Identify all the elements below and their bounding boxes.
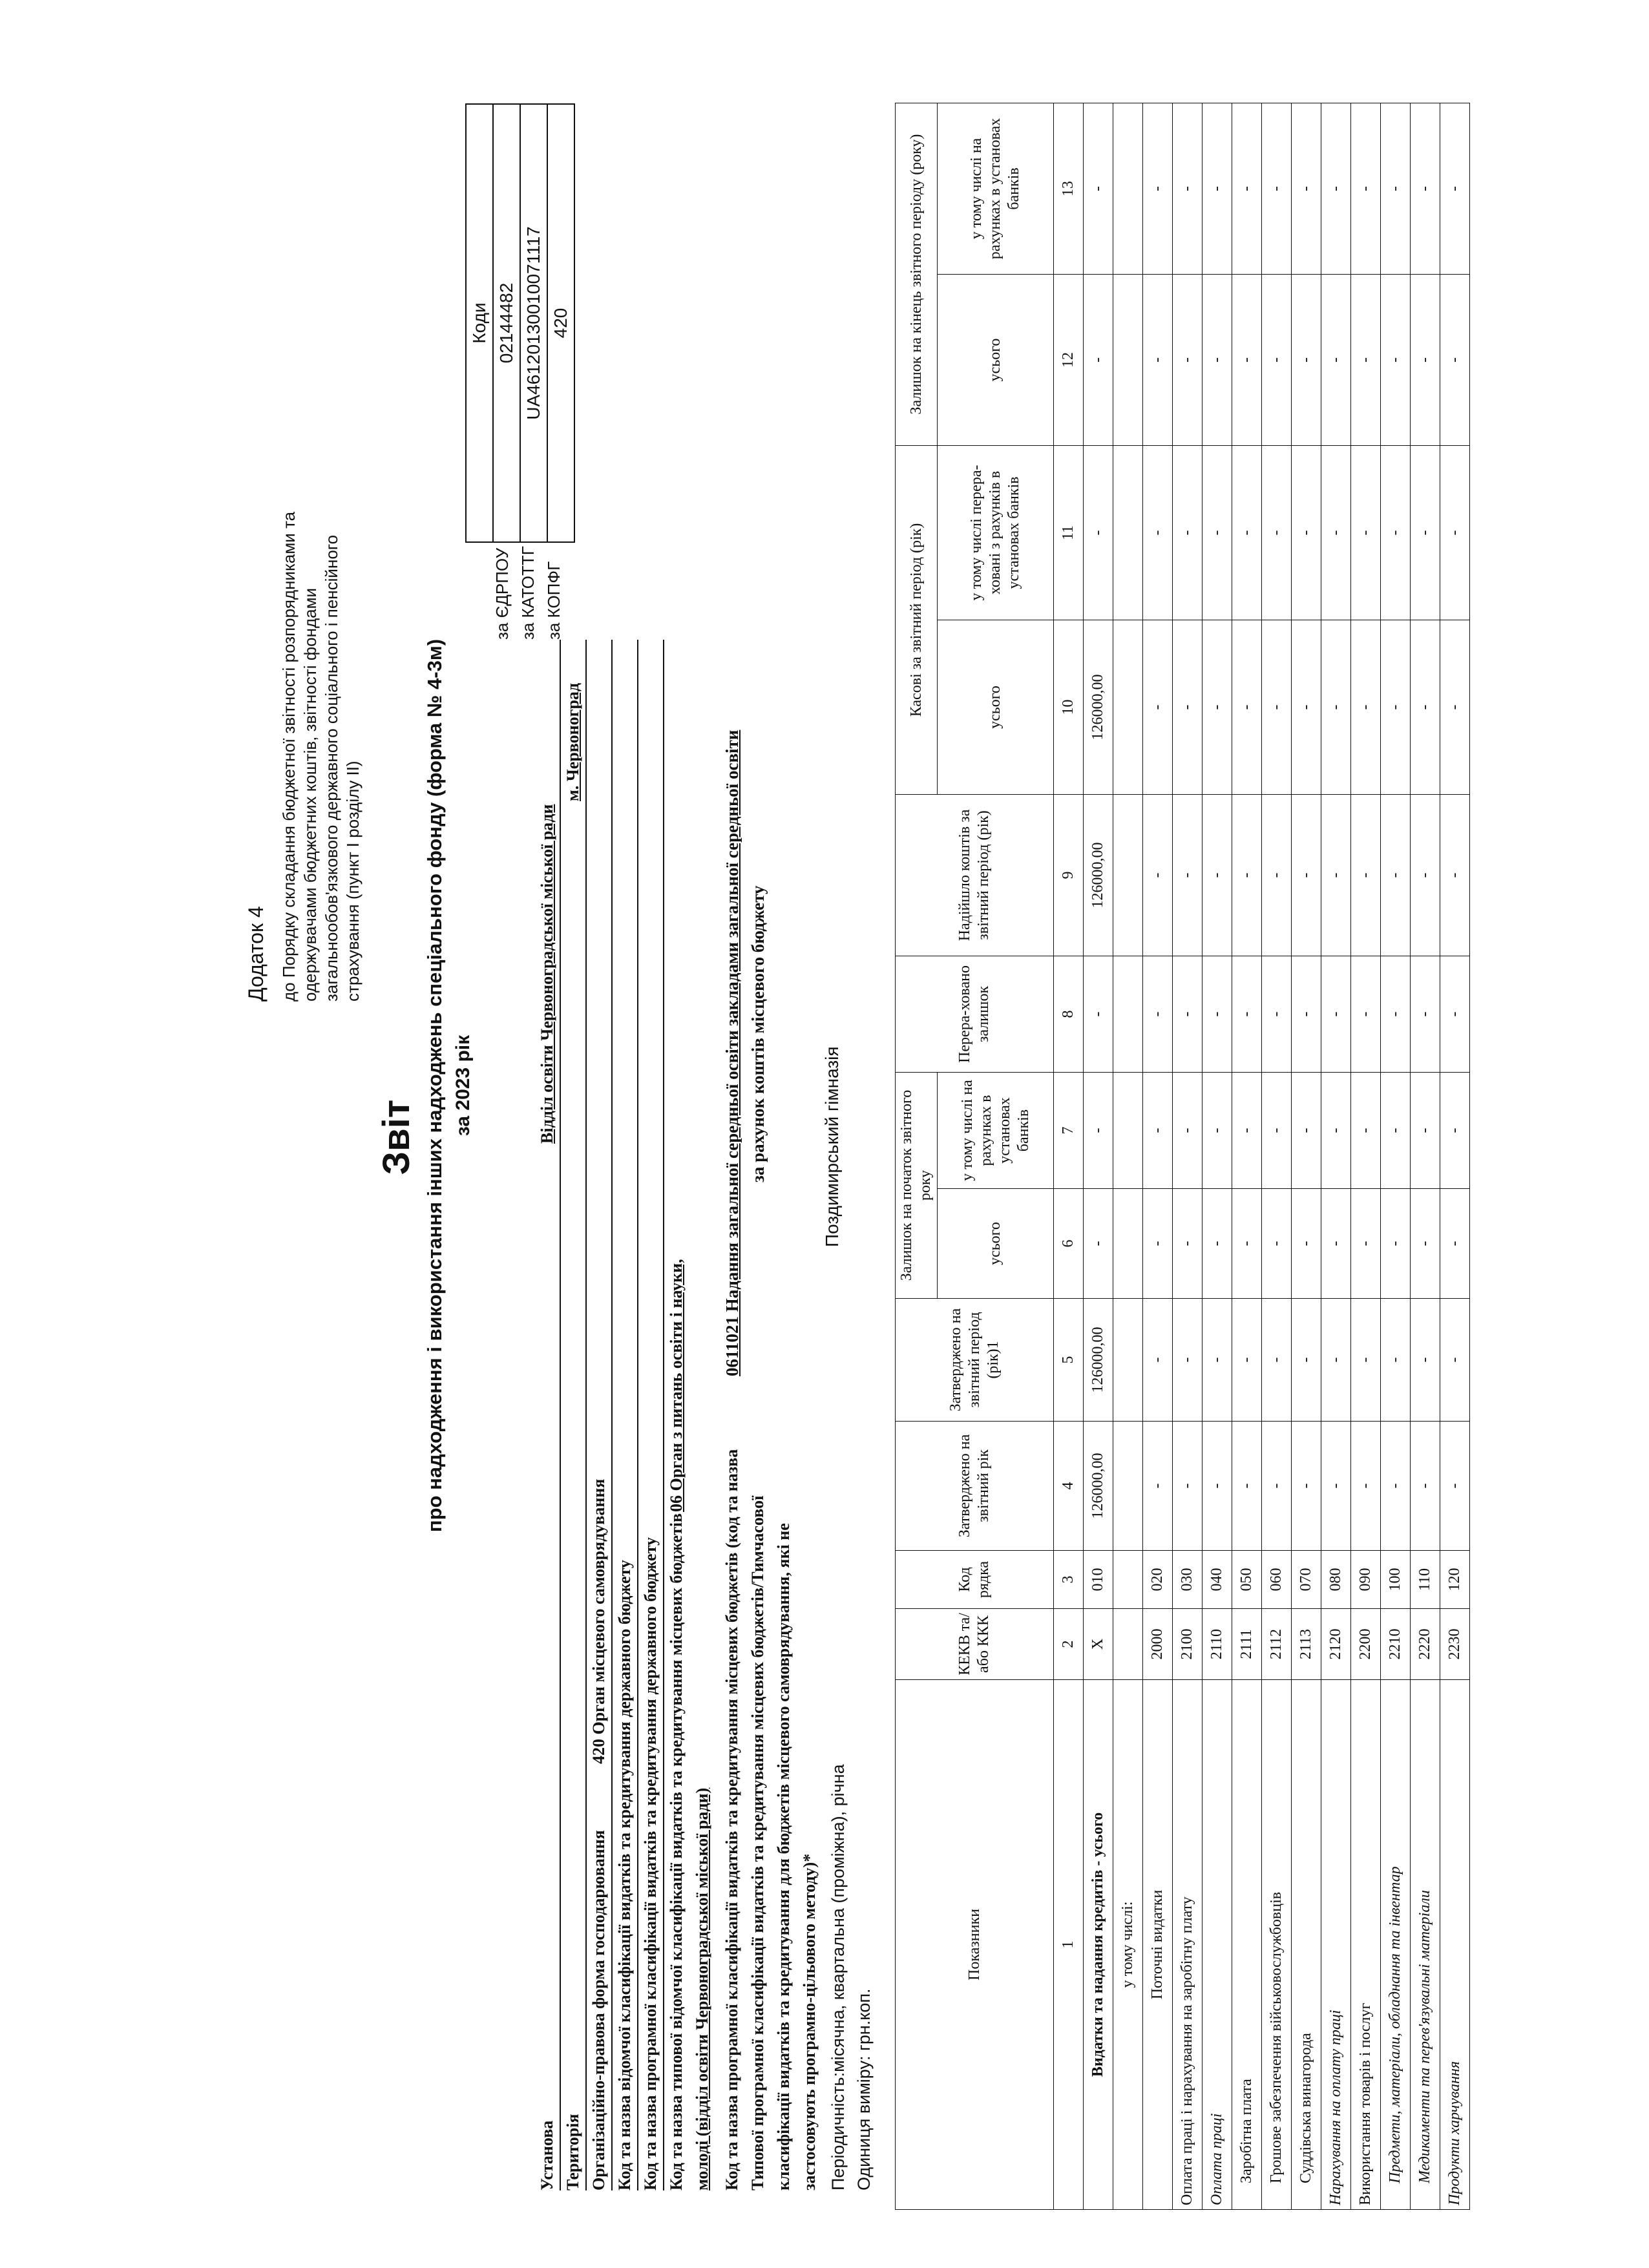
row-cell-c9: -: [1143, 794, 1173, 956]
row-indicator-name: Заробітна плата: [1232, 1680, 1262, 2210]
row-cell-c9: -: [1262, 794, 1292, 956]
row-indicator-name: Нарахування на оплату праці: [1321, 1680, 1351, 2210]
row-cell-c5: -: [1232, 1299, 1262, 1422]
row-cell-kekv: [1113, 1609, 1143, 1680]
row-indicator-name: Використання товарів і послуг: [1351, 1680, 1381, 2210]
header-balance-end: Залишок на кінець звітного періоду (року): [896, 103, 938, 445]
row-indicator-name: Медикаменти та перев'язувальні матеріали: [1411, 1680, 1440, 2210]
row-cell-c6: -: [1173, 1189, 1203, 1299]
row-cell-c6: -: [1143, 1189, 1173, 1299]
row-cell-c12: -: [1084, 274, 1113, 445]
header-kekv: КЕКВ та/або ККК: [896, 1609, 1054, 1680]
codes-box: [465, 103, 575, 543]
territory-value: м. Червоноград: [563, 682, 582, 801]
row-cell-c12: [1113, 274, 1143, 445]
row-cell-code: 040: [1203, 1551, 1232, 1609]
row-cell-kekv: 2112: [1262, 1609, 1292, 1680]
row-cell-code: 020: [1143, 1551, 1173, 1609]
row-cell-c12: -: [1321, 274, 1351, 445]
legal-form-line: [611, 640, 613, 2190]
report-title: Звіт: [375, 1099, 417, 1175]
table-row: [1084, 103, 1113, 2209]
header-indicators: Показники: [896, 1680, 1054, 2210]
row-cell-c6: -: [1084, 1189, 1113, 1299]
appendix-line: страхування (пункт І розділу ІІ): [343, 761, 362, 1002]
row-cell-c7: -: [1143, 1072, 1173, 1188]
row-cell-c13: [1113, 103, 1143, 274]
column-number: 10: [1054, 620, 1084, 794]
row-cell-code: 110: [1411, 1551, 1440, 1609]
row-cell-c8: -: [1351, 956, 1381, 1072]
row-cell-c4: -: [1440, 1422, 1470, 1551]
program-code-line: [663, 640, 664, 2190]
row-cell-c10: -: [1351, 620, 1381, 794]
row-cell-c7: -: [1321, 1072, 1351, 1188]
header-cash-total: усього: [938, 620, 1054, 794]
appendix-title: Додаток 4: [244, 906, 268, 1002]
row-cell-c9: -: [1381, 794, 1411, 956]
local-program-value-cont: за рахунок коштів місцевого бюджету: [748, 885, 768, 1182]
row-cell-c10: -: [1440, 620, 1470, 794]
row-cell-c10: -: [1321, 620, 1351, 794]
row-cell-c8: [1113, 956, 1143, 1072]
row-cell-c7: [1113, 1072, 1143, 1188]
row-cell-c7: -: [1262, 1072, 1292, 1188]
row-cell-c10: -: [1173, 620, 1203, 794]
row-cell-c5: -: [1173, 1299, 1203, 1422]
row-cell-kekv: 2111: [1232, 1609, 1262, 1680]
header-balance-end-banks: у тому числі на рахунках в установах банків: [938, 103, 1054, 274]
table-row: [1143, 103, 1173, 2209]
row-cell-c5: -: [1351, 1299, 1381, 1422]
row-cell-c4: -: [1411, 1422, 1440, 1551]
row-cell-c9: -: [1173, 794, 1203, 956]
row-cell-c8: -: [1440, 956, 1470, 1072]
row-cell-c4: -: [1381, 1422, 1411, 1551]
row-cell-c10: -: [1411, 620, 1440, 794]
institution-value: Відділ освіти Червоноградської міської ради: [538, 804, 556, 1144]
row-cell-c7: -: [1411, 1072, 1440, 1188]
table-row: [1262, 103, 1292, 2209]
row-cell-c8: -: [1203, 956, 1232, 1072]
row-cell-code: 060: [1262, 1551, 1292, 1609]
row-cell-c12: -: [1173, 274, 1203, 445]
row-cell-c8: -: [1143, 956, 1173, 1072]
row-cell-c12: -: [1440, 274, 1470, 445]
row-cell-code: 090: [1351, 1551, 1381, 1609]
row-cell-c10: 126000,00: [1084, 620, 1113, 794]
row-cell-c6: [1113, 1189, 1143, 1299]
row-cell-c5: -: [1411, 1299, 1440, 1422]
row-cell-c11: -: [1232, 445, 1262, 620]
header-received: Надійшло коштів за звітний період (рік): [896, 794, 1054, 956]
row-cell-c11: -: [1084, 445, 1113, 620]
appendix-line: загальнообов'язкового державного соціального і пенсійного: [322, 534, 341, 1002]
row-cell-c10: -: [1262, 620, 1292, 794]
row-indicator-name: Предмети, матеріали, обладнання та інвентар: [1381, 1680, 1411, 2210]
row-cell-c9: -: [1411, 794, 1440, 956]
row-cell-kekv: 2210: [1381, 1609, 1411, 1680]
code-kopfg-label: за КОПФГ: [544, 561, 563, 640]
row-cell-c7: -: [1351, 1072, 1381, 1188]
row-cell-c12: -: [1203, 274, 1232, 445]
row-cell-code: 120: [1440, 1551, 1470, 1609]
row-cell-c4: -: [1203, 1422, 1232, 1551]
local-program-label: Код та назва програмної класифікації видатків та кредитування місцевих бюджетів (код та назва: [722, 1449, 741, 2190]
report-subtitle: про надходження і використання інших надходжень спеціального фонду (форма № 4-3м): [423, 638, 446, 1533]
row-cell-c11: -: [1143, 445, 1173, 620]
row-cell-c13: -: [1292, 103, 1321, 274]
row-cell-c8: -: [1262, 956, 1292, 1072]
legal-form-label: Організаційно-правова форма господарювання: [589, 1830, 608, 2190]
row-cell-c4: -: [1351, 1422, 1381, 1551]
codes-header: Коди: [466, 104, 493, 542]
row-cell-c13: -: [1084, 103, 1113, 274]
row-cell-c6: -: [1232, 1189, 1262, 1299]
report-year: за 2023 рік: [452, 1034, 474, 1137]
row-cell-c9: -: [1321, 794, 1351, 956]
row-cell-c8: -: [1381, 956, 1411, 1072]
row-cell-kekv: 2110: [1203, 1609, 1232, 1680]
row-cell-c11: -: [1262, 445, 1292, 620]
report-table: [895, 103, 1470, 2210]
code-edrpou-label: за ЄДРПОУ: [492, 547, 512, 640]
row-cell-c13: -: [1262, 103, 1292, 274]
table-row: [1203, 103, 1232, 2209]
column-number: 1: [1054, 1680, 1084, 2210]
row-cell-c13: -: [1440, 103, 1470, 274]
typical-dept-value: 06 Орган з питань освіти і науки,: [667, 1259, 686, 1512]
row-cell-c4: 126000,00: [1084, 1422, 1113, 1551]
row-cell-c8: -: [1321, 956, 1351, 1072]
row-indicator-name: у тому числі:: [1113, 1680, 1143, 2210]
row-cell-c7: -: [1084, 1072, 1113, 1188]
table-row: [1440, 103, 1470, 2209]
row-cell-c13: -: [1173, 103, 1203, 274]
row-cell-c6: -: [1292, 1189, 1321, 1299]
row-cell-c13: -: [1143, 103, 1173, 274]
appendix-block: [246, 200, 364, 1002]
row-cell-c9: -: [1232, 794, 1262, 956]
row-cell-c9: -: [1292, 794, 1321, 956]
column-number: 3: [1054, 1551, 1084, 1609]
unit-of-measure: Одиниця виміру: грн.коп.: [854, 1988, 874, 2190]
row-cell-c4: -: [1321, 1422, 1351, 1551]
header-row-code: Код рядка: [896, 1551, 1054, 1609]
row-cell-c5: [1113, 1299, 1143, 1422]
row-cell-c11: -: [1440, 445, 1470, 620]
table-row: [1411, 103, 1440, 2209]
row-cell-code: 070: [1292, 1551, 1321, 1609]
appendix-line: одержувачами бюджетних коштів, звітності фондами: [300, 587, 320, 1002]
row-cell-c10: -: [1381, 620, 1411, 794]
column-number: 4: [1054, 1422, 1084, 1551]
row-indicator-name: Продукти харчування: [1440, 1680, 1470, 2210]
row-cell-c8: -: [1411, 956, 1440, 1072]
territory-line: [585, 640, 587, 2190]
institution-label: Установа: [538, 2120, 556, 2190]
table-row: [1113, 103, 1143, 2209]
row-cell-c11: -: [1321, 445, 1351, 620]
row-cell-c9: -: [1351, 794, 1381, 956]
row-cell-code: [1113, 1551, 1143, 1609]
row-cell-c5: -: [1143, 1299, 1173, 1422]
row-cell-kekv: 2200: [1351, 1609, 1381, 1680]
row-cell-c6: -: [1440, 1189, 1470, 1299]
territory-label: Територія: [563, 2114, 582, 2190]
row-cell-kekv: X: [1084, 1609, 1113, 1680]
row-cell-kekv: 2000: [1143, 1609, 1173, 1680]
typical-dept-label: Код та назва типової відомчої класифікації видатків та кредитування місцевих бюджетів: [667, 1513, 686, 2190]
column-number: 6: [1054, 1189, 1084, 1299]
table-row: [1173, 103, 1203, 2209]
row-cell-c13: -: [1203, 103, 1232, 274]
code-edrpou-value: 02144482: [493, 104, 520, 542]
table-body: [1084, 103, 1470, 2209]
header-balance-start-total: усього: [938, 1189, 1054, 1299]
row-cell-c7: -: [1203, 1072, 1232, 1188]
row-cell-c12: -: [1143, 274, 1173, 445]
code-katottg-value: UA46120130010071117: [520, 104, 547, 542]
legal-form-value: 420 Орган місцевого самоврядування: [589, 1478, 608, 1764]
appendix-line: до Порядку складання бюджетної звітності розпорядниками та: [279, 511, 299, 1002]
row-cell-c13: -: [1411, 103, 1440, 274]
header-approved-year: Затверджено на звітний рік: [896, 1422, 1054, 1551]
header-cash-banks: у тому числі перера-ховані з рахунків в установах банків: [938, 445, 1054, 620]
row-indicator-name: Грошове забезпечення військовослужбовців: [1262, 1680, 1292, 2210]
row-cell-c12: -: [1262, 274, 1292, 445]
header-balance-start-banks: у тому числі на рахунках в установах банків: [938, 1072, 1054, 1188]
row-cell-c6: -: [1381, 1189, 1411, 1299]
row-cell-c6: -: [1262, 1189, 1292, 1299]
row-cell-c8: -: [1173, 956, 1203, 1072]
local-program-label: застосовують програмно-цільового методу)*: [800, 1853, 819, 2190]
dept-code-line: [637, 640, 638, 2190]
row-cell-c5: -: [1381, 1299, 1411, 1422]
header-balance-start: Залишок на початок звітного року: [896, 1072, 938, 1298]
row-cell-c4: -: [1173, 1422, 1203, 1551]
row-cell-c11: -: [1173, 445, 1203, 620]
column-number: 9: [1054, 794, 1084, 956]
row-indicator-name: Поточні видатки: [1143, 1680, 1173, 2210]
table-row: [1381, 103, 1411, 2209]
school-name: Поздимирський гімназія: [822, 1046, 842, 1247]
column-number: 8: [1054, 956, 1084, 1072]
dept-code-label: Код та назва відомчої класифікації видатків та кредитування державного бюджету: [615, 1560, 634, 2190]
row-cell-c4: [1113, 1422, 1143, 1551]
row-cell-c11: -: [1203, 445, 1232, 620]
row-cell-c5: -: [1321, 1299, 1351, 1422]
column-number: 5: [1054, 1299, 1084, 1422]
local-program-label: Типової програмної класифікації видатків та кредитування місцевих бюджетів/Тимчасової: [748, 1495, 767, 2190]
column-number-row: [1054, 103, 1084, 2209]
row-cell-c5: 126000,00: [1084, 1299, 1113, 1422]
column-number: 12: [1054, 274, 1084, 445]
row-cell-c4: -: [1262, 1422, 1292, 1551]
row-cell-c10: -: [1143, 620, 1173, 794]
row-cell-c11: -: [1411, 445, 1440, 620]
row-cell-c8: -: [1292, 956, 1321, 1072]
row-cell-code: 080: [1321, 1551, 1351, 1609]
code-kopfg-value: 420: [547, 104, 574, 542]
row-cell-code: 010: [1084, 1551, 1113, 1609]
table-row: [1321, 103, 1351, 2209]
column-number: 11: [1054, 445, 1084, 620]
row-cell-c12: -: [1351, 274, 1381, 445]
row-cell-c10: [1113, 620, 1143, 794]
row-cell-c5: -: [1262, 1299, 1292, 1422]
row-cell-c13: -: [1381, 103, 1411, 274]
row-cell-c9: [1113, 794, 1143, 956]
row-cell-c4: -: [1292, 1422, 1321, 1551]
row-cell-c11: -: [1351, 445, 1381, 620]
header-balance-end-total: усього: [938, 274, 1054, 445]
row-cell-c6: -: [1411, 1189, 1440, 1299]
table-row: [1351, 103, 1381, 2209]
row-cell-kekv: 2230: [1440, 1609, 1470, 1680]
row-cell-c4: -: [1143, 1422, 1173, 1551]
row-cell-c7: -: [1173, 1072, 1203, 1188]
row-cell-c9: -: [1440, 794, 1470, 956]
row-cell-kekv: 2120: [1321, 1609, 1351, 1680]
row-cell-c5: -: [1203, 1299, 1232, 1422]
row-cell-c5: -: [1440, 1299, 1470, 1422]
row-cell-c12: -: [1381, 274, 1411, 445]
row-cell-c9: 126000,00: [1084, 794, 1113, 956]
row-cell-c10: -: [1292, 620, 1321, 794]
row-cell-c8: -: [1232, 956, 1262, 1072]
table-row: [1292, 103, 1321, 2209]
row-cell-c11: -: [1292, 445, 1321, 620]
periodicity: Періодичність:місячна, квартальна (проміжна), річна: [828, 1764, 848, 2190]
row-indicator-name: Оплата праці і нарахування на заробітну плату: [1173, 1680, 1203, 2210]
row-cell-c5: -: [1292, 1299, 1321, 1422]
row-cell-c13: -: [1351, 103, 1381, 274]
row-cell-kekv: 2100: [1173, 1609, 1203, 1680]
row-cell-c7: -: [1292, 1072, 1321, 1188]
row-cell-c10: -: [1232, 620, 1262, 794]
row-cell-c8: -: [1084, 956, 1113, 1072]
row-indicator-name: Видатки та надання кредитів - усього: [1084, 1680, 1113, 2210]
row-cell-code: 100: [1381, 1551, 1411, 1609]
column-number: 13: [1054, 103, 1084, 274]
table-row: [1232, 103, 1262, 2209]
row-cell-c13: -: [1321, 103, 1351, 274]
row-cell-kekv: 2113: [1292, 1609, 1321, 1680]
row-cell-c7: -: [1440, 1072, 1470, 1188]
row-cell-c13: -: [1232, 103, 1262, 274]
row-cell-c6: -: [1203, 1189, 1232, 1299]
row-cell-code: 030: [1173, 1551, 1203, 1609]
row-cell-code: 050: [1232, 1551, 1262, 1609]
code-katottg-label: за КАТОТТГ: [518, 546, 538, 640]
institution-line: [560, 640, 561, 2190]
row-cell-kekv: 2220: [1411, 1609, 1440, 1680]
row-cell-c9: -: [1203, 794, 1232, 956]
header-approved-period: Затверджено на звітний період (рік)1: [896, 1299, 1054, 1422]
program-code-label: Код та назва програмної класифікації видатків та кредитування державного бюджету: [641, 1537, 660, 2190]
row-cell-c7: -: [1381, 1072, 1411, 1188]
row-indicator-name: Оплата праці: [1203, 1680, 1232, 2210]
row-cell-c11: [1113, 445, 1143, 620]
local-program-label: класифікації видатків та кредитування для бюджетів місцевого самоврядування, які не: [774, 1523, 793, 2190]
row-cell-c4: -: [1232, 1422, 1262, 1551]
row-cell-c12: -: [1232, 274, 1262, 445]
column-number: 7: [1054, 1072, 1084, 1188]
row-cell-c12: -: [1411, 274, 1440, 445]
header-transferred: Перера-ховано залишок: [896, 956, 1054, 1072]
column-number: 2: [1054, 1609, 1084, 1680]
row-cell-c10: -: [1203, 620, 1232, 794]
row-cell-c6: -: [1351, 1189, 1381, 1299]
row-cell-c12: -: [1292, 274, 1321, 445]
local-program-value: 0611021 Надання загальної середньої освіти закладами загальної середньої освіти: [722, 730, 742, 1376]
row-cell-c6: -: [1321, 1189, 1351, 1299]
row-indicator-name: Суддівська винагорода: [1292, 1680, 1321, 2210]
row-cell-c7: -: [1232, 1072, 1262, 1188]
header-cash: Касові за звітний період (рік): [896, 445, 938, 794]
typical-dept-value-cont: молоді (відділ освіти Червоноградської міської ради): [693, 1787, 711, 2190]
row-cell-c11: -: [1381, 445, 1411, 620]
